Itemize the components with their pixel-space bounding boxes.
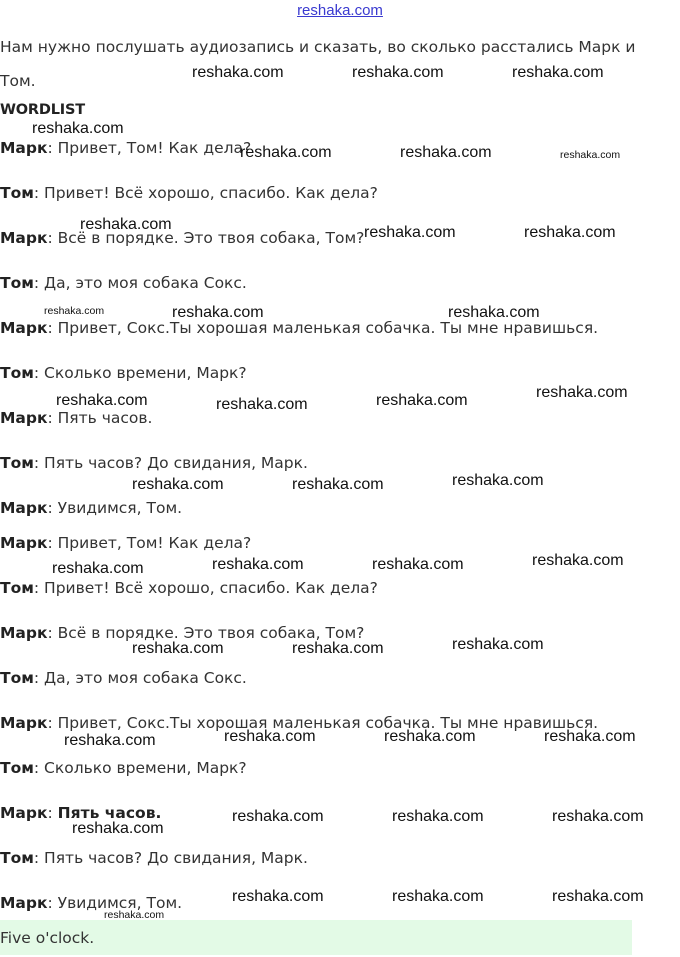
answer-box: Five o'clock. bbox=[0, 920, 632, 955]
line-text: : bbox=[47, 804, 58, 822]
watermark: reshaka.com bbox=[552, 888, 644, 905]
watermark: reshaka.com bbox=[512, 64, 604, 81]
watermark: reshaka.com bbox=[132, 476, 224, 493]
watermark: reshaka.com bbox=[172, 304, 264, 321]
watermark: reshaka.com bbox=[232, 888, 324, 905]
dialogue-line bbox=[0, 579, 378, 597]
line-text: : Пять часов. bbox=[47, 409, 153, 427]
dialogue-line bbox=[0, 849, 308, 867]
dialogue-line bbox=[0, 229, 364, 247]
watermark: reshaka.com bbox=[372, 556, 464, 573]
watermark: reshaka.com bbox=[400, 144, 492, 161]
line-text: : Привет! Всё хорошо, спасибо. Как дела? bbox=[33, 184, 378, 202]
site-link[interactable]: reshaka.com bbox=[297, 2, 383, 19]
speaker-name: Марк bbox=[0, 894, 48, 912]
watermark: reshaka.com bbox=[56, 392, 148, 409]
watermark: reshaka.com bbox=[560, 149, 621, 161]
line-text: : Привет, Сокс.Ты хорошая маленькая собачка. Ты мне нравишься. bbox=[47, 714, 599, 732]
line-text: : Сколько времени, Марк? bbox=[33, 759, 247, 777]
task-description: Нам нужно послушать аудиозапись и сказать, во сколько расстались Марк и Том. bbox=[0, 38, 636, 90]
dialogue-line bbox=[0, 454, 308, 472]
watermark: reshaka.com bbox=[72, 820, 164, 837]
dialogue-line bbox=[0, 534, 251, 552]
speaker-name: Том bbox=[0, 579, 34, 597]
dialogue-line bbox=[0, 499, 182, 517]
speaker-name: Марк bbox=[0, 409, 48, 427]
watermark: reshaka.com bbox=[192, 64, 284, 81]
speaker-name: Том bbox=[0, 454, 34, 472]
watermark: reshaka.com bbox=[224, 728, 316, 745]
watermark: reshaka.com bbox=[452, 636, 544, 653]
line-text: : Всё в порядке. Это твоя собака, Том? bbox=[47, 229, 365, 247]
line-text: : Увидимся, Том. bbox=[47, 499, 183, 517]
speaker-name: Том bbox=[0, 849, 34, 867]
dialogue-line bbox=[0, 759, 247, 777]
watermark: reshaka.com bbox=[292, 476, 384, 493]
dialogue-line bbox=[0, 184, 378, 202]
line-text: : Всё в порядке. Это твоя собака, Том? bbox=[47, 624, 365, 642]
line-text: : Привет! Всё хорошо, спасибо. Как дела? bbox=[33, 579, 378, 597]
answer-highlight: Пять часов. bbox=[57, 804, 162, 822]
dialogue-line bbox=[0, 409, 152, 427]
watermark: reshaka.com bbox=[80, 216, 172, 233]
watermark: reshaka.com bbox=[392, 808, 484, 825]
speaker-name: Марк bbox=[0, 534, 48, 552]
speaker-name: Марк bbox=[0, 624, 48, 642]
watermark: reshaka.com bbox=[240, 144, 332, 161]
watermark: reshaka.com bbox=[132, 640, 224, 657]
watermark: reshaka.com bbox=[352, 64, 444, 81]
watermark: reshaka.com bbox=[32, 120, 124, 137]
watermark: reshaka.com bbox=[216, 396, 308, 413]
line-text: : Да, это моя собака Сокс. bbox=[33, 669, 247, 687]
dialogue-line bbox=[0, 364, 247, 382]
line-text: : Да, это моя собака Сокс. bbox=[33, 274, 247, 292]
watermark: reshaka.com bbox=[376, 392, 468, 409]
watermark: reshaka.com bbox=[552, 808, 644, 825]
watermark: reshaka.com bbox=[544, 728, 636, 745]
watermark: reshaka.com bbox=[524, 224, 616, 241]
wordlist-title: WORDLIST bbox=[0, 102, 85, 118]
watermark: reshaka.com bbox=[536, 384, 628, 401]
line-text: : Привет, Сокс.Ты хорошая маленькая собачка. Ты мне нравишься. bbox=[47, 319, 599, 337]
watermark: reshaka.com bbox=[64, 732, 156, 749]
watermark: reshaka.com bbox=[44, 305, 105, 317]
line-text: : Пять часов? До свидания, Марк. bbox=[33, 849, 308, 867]
line-text: : Увидимся, Том. bbox=[47, 894, 183, 912]
dialogue-line bbox=[0, 274, 247, 292]
speaker-name: Том bbox=[0, 364, 34, 382]
line-text: : Сколько времени, Марк? bbox=[33, 364, 247, 382]
watermark: reshaka.com bbox=[448, 304, 540, 321]
dialogue-line bbox=[0, 139, 251, 157]
watermark: reshaka.com bbox=[532, 552, 624, 569]
speaker-name: Марк bbox=[0, 714, 48, 732]
speaker-name: Марк bbox=[0, 499, 48, 517]
speaker-name: Марк bbox=[0, 229, 48, 247]
speaker-name: Марк bbox=[0, 804, 48, 822]
watermark: reshaka.com bbox=[452, 472, 544, 489]
watermark: reshaka.com bbox=[104, 909, 165, 921]
line-text: : Привет, Том! Как дела? bbox=[47, 534, 252, 552]
speaker-name: Марк bbox=[0, 139, 48, 157]
line-text: : Пять часов? До свидания, Марк. bbox=[33, 454, 308, 472]
watermark: reshaka.com bbox=[392, 888, 484, 905]
watermark: reshaka.com bbox=[384, 728, 476, 745]
watermark: reshaka.com bbox=[212, 556, 304, 573]
speaker-name: Том bbox=[0, 669, 34, 687]
speaker-name: Том bbox=[0, 184, 34, 202]
speaker-name: Марк bbox=[0, 319, 48, 337]
watermark: reshaka.com bbox=[52, 560, 144, 577]
watermark: reshaka.com bbox=[364, 224, 456, 241]
line-text: : Привет, Том! Как дела? bbox=[47, 139, 252, 157]
speaker-name: Том bbox=[0, 759, 34, 777]
speaker-name: Том bbox=[0, 274, 34, 292]
dialogue-line bbox=[0, 669, 247, 687]
watermark: reshaka.com bbox=[232, 808, 324, 825]
watermark: reshaka.com bbox=[292, 640, 384, 657]
